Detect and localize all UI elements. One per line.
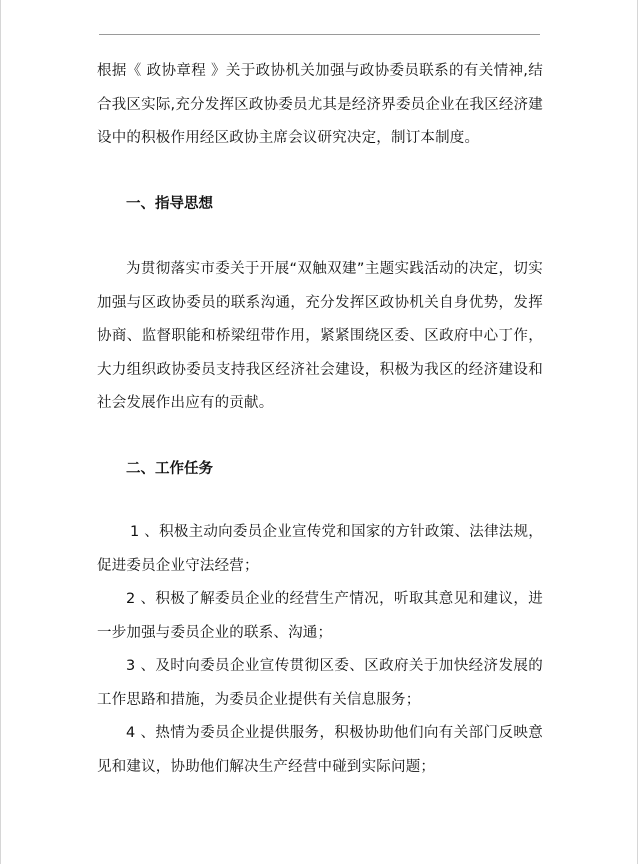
section-heading-tasks: 二、工作任务 [126,460,213,477]
section-heading-guiding-thought: 一、指导思想 [126,195,213,212]
task-item: 1 、积极主动向委员企业宣传党和国家的方针政策、法律法规，促进委员企业守法经营； [97,524,543,574]
header-rule [99,34,540,35]
task-item: 2 、积极了解委员企业的经营生产情况，听取其意见和建议，进一步加强与委员企业的联系、沟通； [97,591,543,641]
intro-paragraph: 根据《 政协章程 》关于政协机关加强与政协委员联系的有关情神,结合我区实际,充分发挥区政协委员尤其是经济界委员企业在我区经济建设中的积极作用经区政协主席会议研究决定，制订本制度。 [97,63,543,146]
task-item: 3 、及时向委员企业宣传贯彻区委、区政府关于加快经济发展的工作思路和措施，为委员企业提供有关信息服务； [97,658,543,708]
document-body [97,55,543,784]
guiding-thought-paragraph: 为贯彻落实市委关于开展“双触双建”主题实践活动的决定，切实加强与区政协委员的联系沟通，充分发挥区政协机关自身优势，发挥协商、监督职能和桥梁纽带作用，紧紧围绕区委、区政府中心丁作，大力组织政协委员支持我区经济社会建设，积极为我区的经济建设和社会发展作出应有的贡献。 [97,261,543,411]
task-item: 4 、热情为委员企业提供服务，积极协助他们向有关部门反映意见和建议，协助他们解决生产经营中碰到实际问题； [97,725,543,775]
